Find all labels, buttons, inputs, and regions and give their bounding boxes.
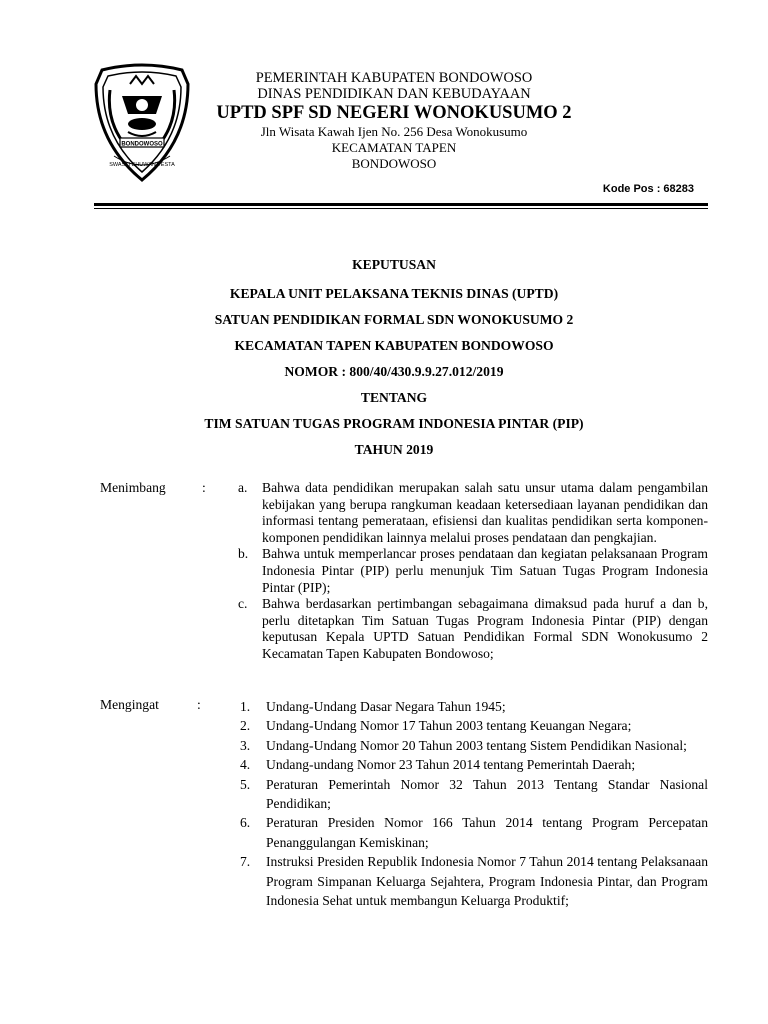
decree-title-block	[96, 256, 692, 458]
recalling-item-6	[238, 813, 708, 852]
emblem-shield-icon	[92, 62, 192, 184]
considering-section	[100, 480, 708, 685]
postal-code: Kode Pos : 68283	[602, 183, 694, 195]
item-number: 5.	[240, 776, 251, 792]
item-marker: b.	[238, 546, 249, 562]
considering-list	[238, 480, 708, 663]
recalling-item-7	[238, 852, 708, 910]
item-number: 2.	[240, 718, 251, 734]
emblem-banner-text: BONDOWOSO	[121, 141, 163, 148]
item-number: 3.	[240, 737, 251, 753]
recalling-item-4	[238, 755, 708, 774]
item-text: Undang-undang Nomor 23 Tahun 2014 tentang Pemerintah Daerah;	[266, 757, 636, 773]
letterhead	[196, 70, 592, 172]
item-text: Peraturan Presiden Nomor 166 Tahun 2014 tentang Program Percepatan Penanggulangan Kemiskinan;	[266, 815, 708, 850]
decree-number: NOMOR : 800/40/430.9.9.27.012/2019	[284, 364, 504, 379]
letterhead-divider-thick	[94, 203, 708, 206]
considering-label: Menimbang	[100, 480, 166, 495]
recalling-item-1	[238, 697, 708, 716]
letterhead-district: KECAMATAN TAPEN	[331, 140, 457, 155]
item-text: Undang-Undang Nomor 17 Tahun 2003 tentang Keuangan Negara;	[266, 718, 632, 734]
recalling-list	[238, 697, 708, 910]
considering-colon: :	[202, 480, 206, 495]
item-number: 6.	[240, 815, 251, 831]
recalling-item-5	[238, 775, 708, 814]
decree-year: TAHUN 2019	[354, 442, 434, 457]
recalling-label: Mengingat	[100, 697, 159, 712]
decree-unit: SATUAN PENDIDIKAN FORMAL SDN WONOKUSUMO 2	[214, 312, 574, 327]
item-number: 4.	[240, 757, 251, 773]
item-text: Undang-Undang Dasar Negara Tahun 1945;	[266, 699, 506, 714]
recalling-section	[100, 697, 708, 957]
decree-about-label: TENTANG	[360, 390, 428, 405]
item-number: 7.	[240, 854, 251, 870]
item-marker: a.	[238, 480, 248, 495]
regency-emblem-logo	[92, 62, 192, 184]
letterhead-government: PEMERINTAH KABUPATEN BONDOWOSO	[255, 70, 533, 86]
item-text: Bahwa berdasarkan pertimbangan sebagaimana dimaksud pada huruf a dan b, perlu ditetapkan Tim Satuan Tugas Program Indonesia Pintar (PIP) dengan keputusan Kepala UPTD Satuan Pendidikan Formal SDN Wonokusumo 2 Kecamatan Tapen Kabupaten Bondowoso;	[262, 596, 708, 661]
decree-location: KECAMATAN TAPEN KABUPATEN BONDOWOSO	[234, 338, 554, 353]
considering-item-c	[238, 596, 708, 662]
item-text: Bahwa data pendidikan merupakan salah satu unsur utama dalam pengambilan kebijakan yang berupa rangkuman keadaan ketersediaan layanan pendidikan dan informasi tentang pemerataan, efisiensi dan kualitas pendidikan serta komponen-komponen pendidikan lainnya melalui proses pendataan dan pengkajian.	[262, 480, 708, 545]
decree-issuer: KEPALA UNIT PELAKSANA TEKNIS DINAS (UPTD)	[229, 286, 559, 301]
item-marker: c.	[238, 596, 248, 612]
recalling-item-2	[238, 716, 708, 735]
letterhead-city: BONDOWOSO	[351, 156, 437, 171]
item-text: Undang-Undang Nomor 20 Tahun 2003 tentang Sistem Pendidikan Nasional;	[266, 737, 687, 753]
recalling-colon: :	[197, 697, 201, 712]
item-text: Bahwa untuk memperlancar proses pendataan dan kegiatan pelaksanaan Program Indonesia Pintar (PIP) perlu menunjuk Tim Satuan Tugas Program Indonesia Pintar (PIP);	[262, 546, 708, 595]
item-text: Instruksi Presiden Republik Indonesia Nomor 7 Tahun 2014 tentang Pelaksanaan Program Simpanan Keluarga Sejahtera, Program Indonesia Pintar, dan Program Indonesia Sehat untuk membangun Keluarga Produktif;	[266, 854, 708, 909]
item-text: Peraturan Pemerintah Nomor 32 Tahun 2013 Tentang Standar Nasional Pendidikan;	[266, 776, 708, 812]
item-number: 1.	[240, 699, 251, 714]
considering-item-b	[238, 546, 708, 596]
letterhead-divider-thin	[94, 208, 708, 209]
letterhead-school-name: UPTD SPF SD NEGERI WONOKUSUMO 2	[216, 103, 572, 123]
emblem-motto-text: SWASTI BHUWANA ESTA	[109, 162, 175, 168]
decree-heading: KEPUTUSAN	[352, 257, 436, 272]
decree-subject: TIM SATUAN TUGAS PROGRAM INDONESIA PINTAR (PIP)	[204, 416, 584, 431]
considering-item-a	[238, 480, 708, 546]
letterhead-address: Jln Wisata Kawah Ijen No. 256 Desa Wonokusumo	[260, 124, 528, 139]
recalling-item-3	[238, 736, 708, 755]
letterhead-department: DINAS PENDIDIKAN DAN KEBUDAYAAN	[257, 86, 531, 102]
